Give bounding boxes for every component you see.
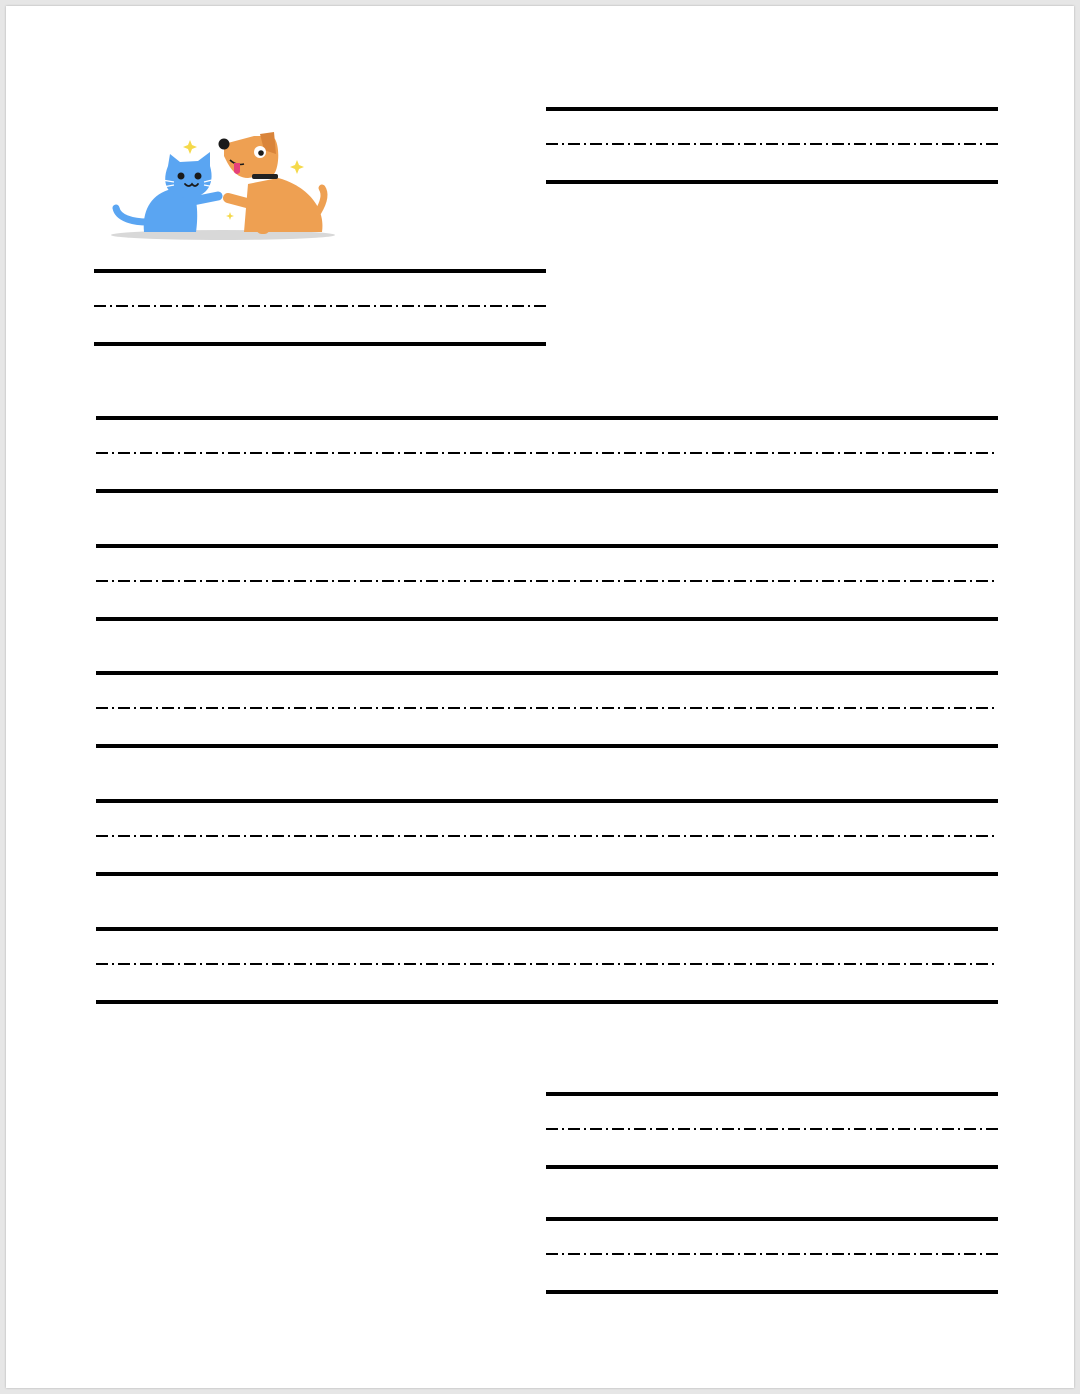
body-line-group[interactable]: [96, 799, 998, 875]
top-line: [546, 107, 998, 111]
baseline: [96, 744, 998, 748]
body-line-group[interactable]: [96, 927, 998, 1003]
top-line: [96, 799, 998, 803]
midline-dashed: [546, 1128, 998, 1130]
sparkle-icon: [290, 160, 304, 174]
date-line-group[interactable]: [546, 107, 998, 183]
baseline: [546, 180, 998, 184]
top-line: [546, 1092, 998, 1096]
sparkle-icon: [183, 140, 197, 154]
midline-dashed: [96, 835, 998, 837]
top-line: [96, 416, 998, 420]
signature-line-group[interactable]: [546, 1217, 998, 1293]
midline-dashed: [96, 452, 998, 454]
baseline: [96, 489, 998, 493]
cat-head: [165, 152, 211, 198]
midline-dashed: [96, 580, 998, 582]
baseline: [96, 617, 998, 621]
midline-dashed: [546, 143, 998, 145]
dog-collar: [252, 174, 278, 179]
closing-line-group[interactable]: [546, 1092, 998, 1168]
midline-dashed: [94, 305, 546, 307]
greeting-line-group[interactable]: [94, 269, 546, 345]
baseline: [94, 342, 546, 346]
top-line: [96, 544, 998, 548]
dog-tail: [318, 188, 324, 212]
top-line: [94, 269, 546, 273]
baseline: [96, 872, 998, 876]
baseline: [546, 1165, 998, 1169]
top-line: [96, 927, 998, 931]
sparkle-icon: [226, 212, 234, 220]
body-line-group[interactable]: [96, 544, 998, 620]
letter-page: [6, 6, 1074, 1388]
dog-tongue: [234, 163, 240, 174]
top-line: [96, 671, 998, 675]
cat-tail: [116, 208, 148, 222]
baseline: [546, 1290, 998, 1294]
top-line: [546, 1217, 998, 1221]
midline-dashed: [96, 963, 998, 965]
cat-and-dog-high-five-icon: [106, 126, 341, 246]
dog-nose: [219, 139, 230, 150]
midline-dashed: [546, 1253, 998, 1255]
body-line-group[interactable]: [96, 416, 998, 492]
midline-dashed: [96, 707, 998, 709]
body-line-group[interactable]: [96, 671, 998, 747]
baseline: [96, 1000, 998, 1004]
